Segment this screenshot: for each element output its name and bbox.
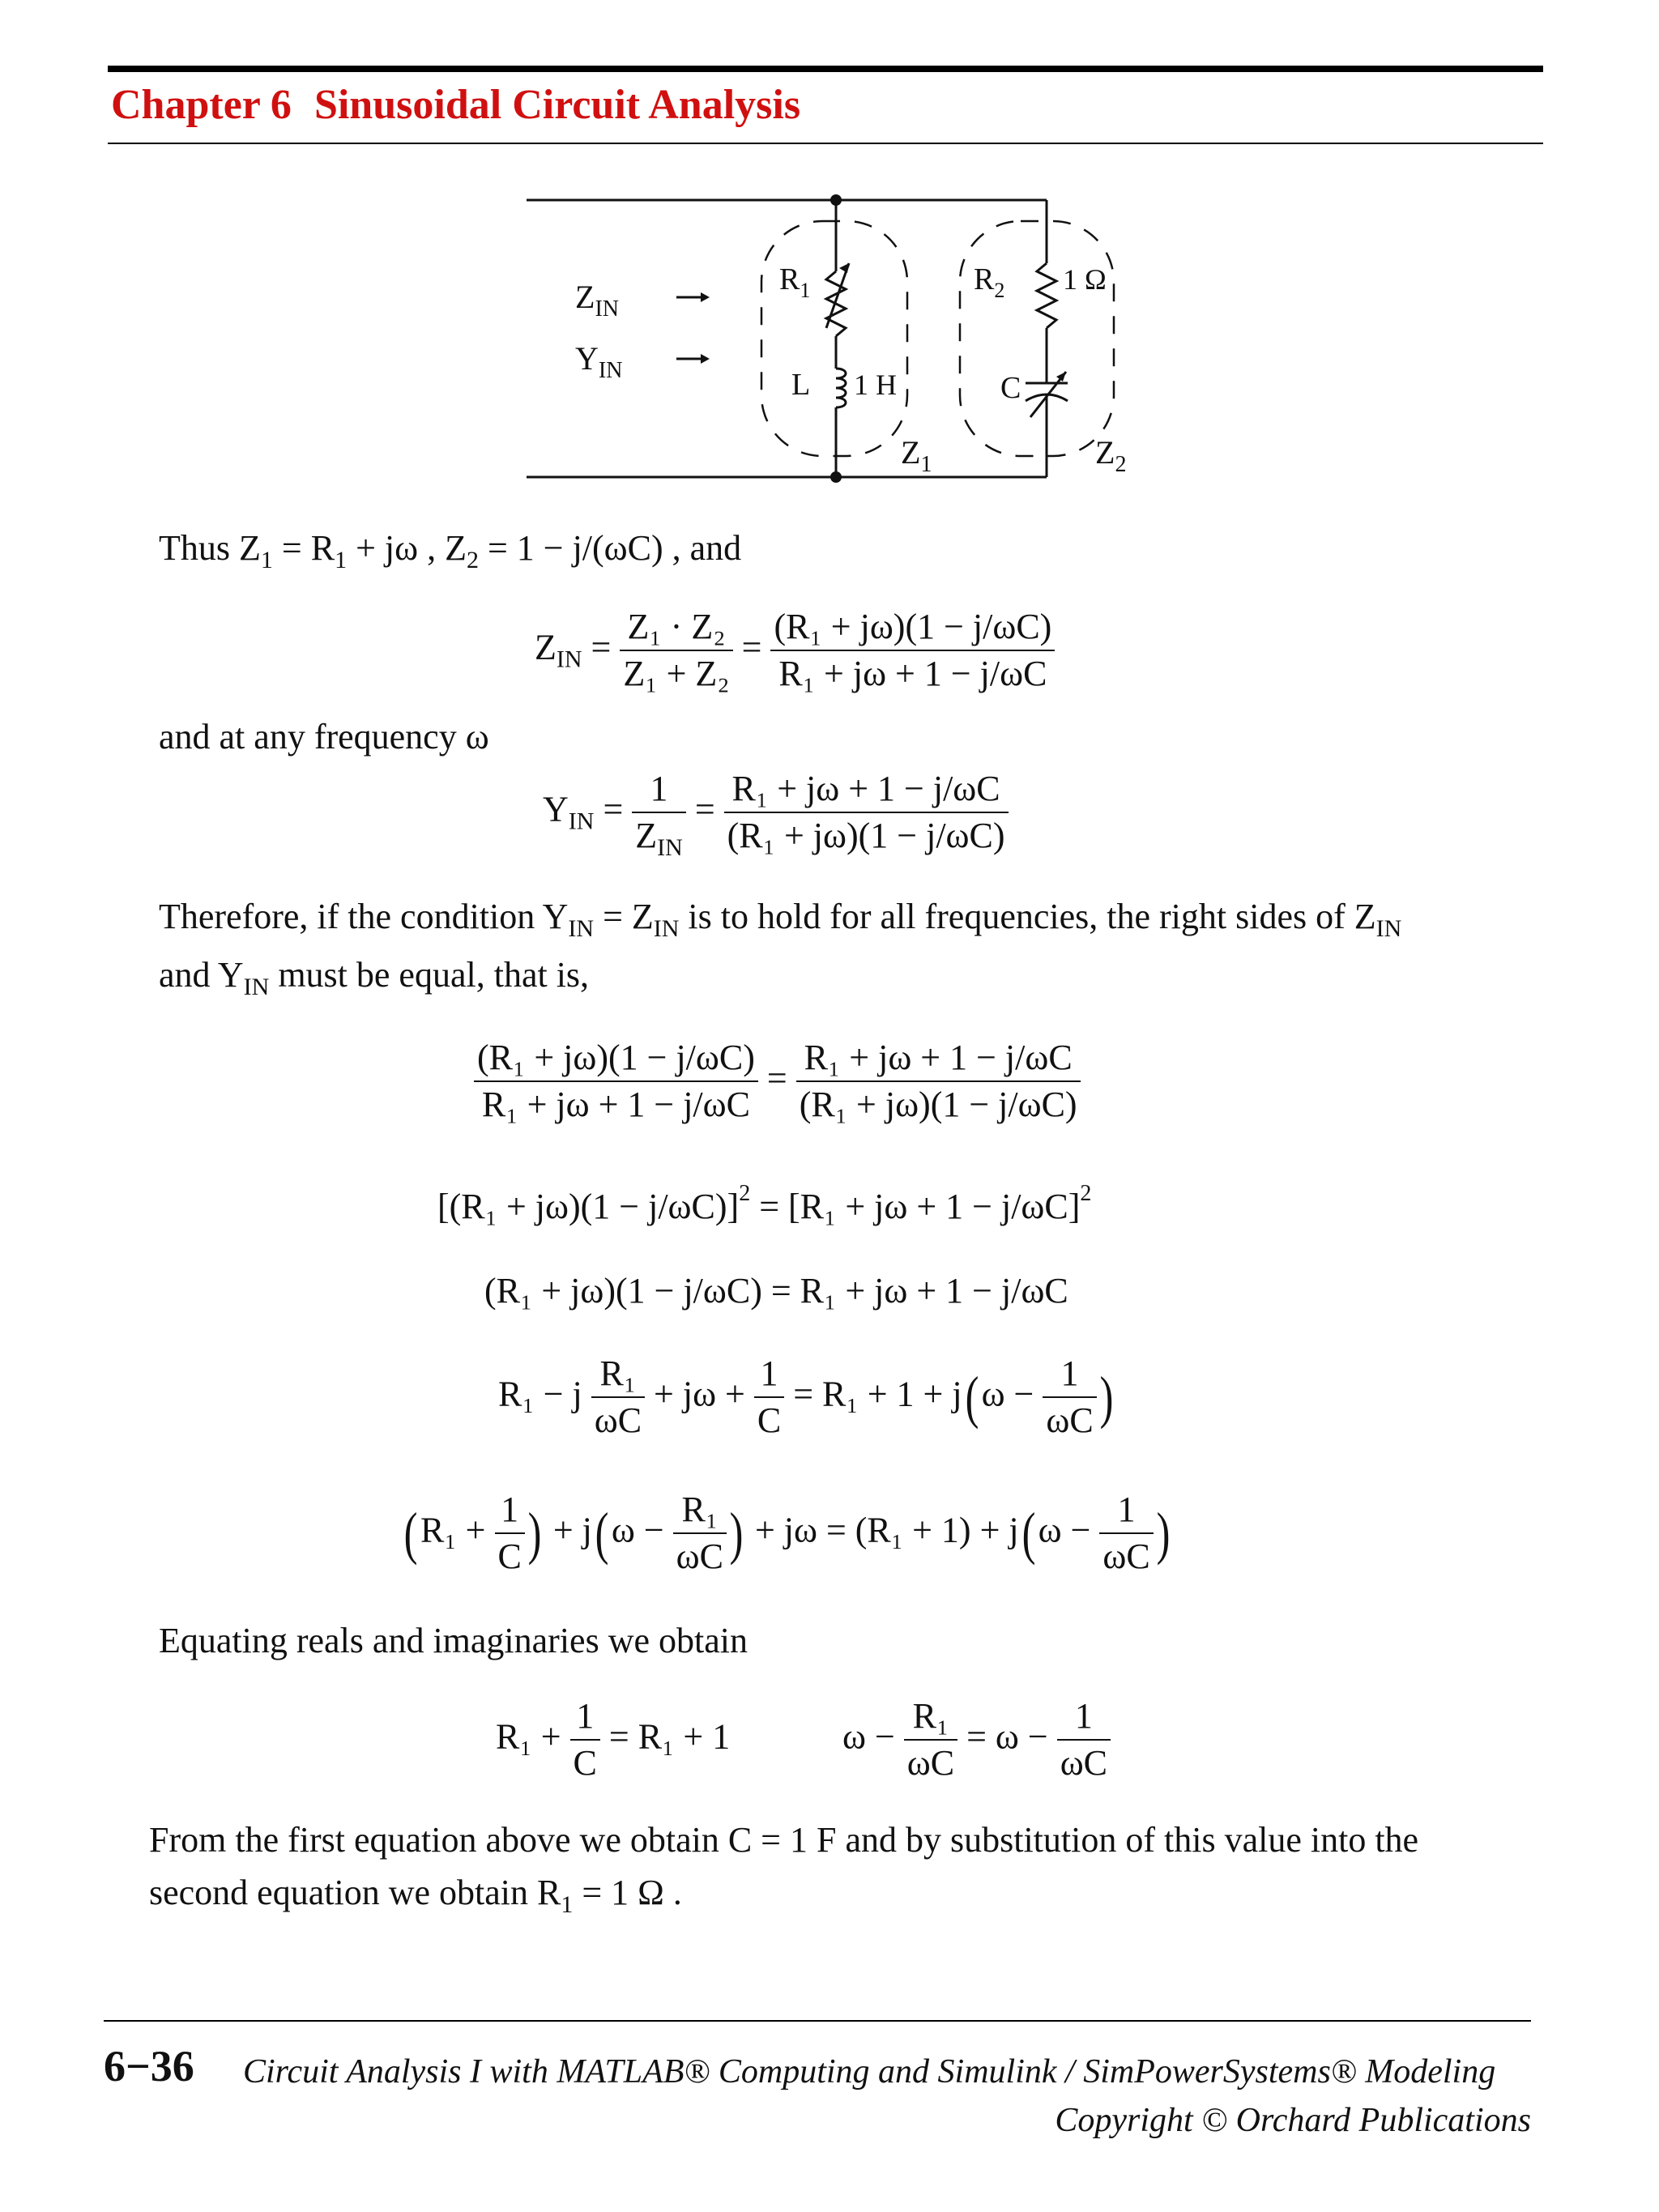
- footer-rule: [104, 2020, 1531, 2022]
- chapter-heading: [111, 81, 800, 129]
- therefore-line-2: and $Y_{IN}$ must be equal, that is,: [159, 955, 590, 1000]
- y-in-label: $Y_{IN}$: [575, 340, 623, 383]
- r1-label: $R_1$: [779, 262, 811, 302]
- l-value: 1 H: [854, 369, 897, 401]
- copyright-notice: Copyright © Orchard Publications: [1055, 2102, 1531, 2139]
- l-label: L: [791, 368, 811, 402]
- page-number: 6−36: [104, 2042, 194, 2091]
- chapter-title: Sinusoidal Circuit Analysis: [313, 82, 801, 128]
- equation-f1: R₁ + $\frac{1}{C}$ = R₁ + 1: [496, 1696, 731, 1784]
- therefore-line-1: Therefore, if the condition $Y_{IN} = Z_{IN}$ is to hold for all frequencies, the right sides of $Z_{IN}$: [159, 897, 1402, 942]
- frequency-line: and at any frequency ω: [159, 717, 489, 757]
- z-in-label: $Z_{IN}$: [575, 279, 619, 322]
- equation-f2: ω − $\frac{\text{R₁}}{\omega C}$ = ω − $\frac{1}{\omega C}$: [842, 1697, 1111, 1784]
- z2-label: $Z_2$: [1095, 434, 1127, 477]
- equation-d: R₁ − j $\frac{\text{R₁}}{\omega C}$ + jω + $\frac{1}{C}$ = R₁ + 1 + j(ω − $\frac{1}{\omega C}$ ): [498, 1353, 1114, 1441]
- equation-b: $[(R_1 + j\omega)(1 - j/\omega C)]^2 = [R_1 + j\omega + 1 - j/\omega C]^2$: [437, 1181, 1092, 1226]
- equation-c: (R₁ + jω)(1 − j/ωC) = R₁ + jω + 1 − j/ωC: [484, 1271, 1068, 1311]
- r2-label: $R_2$: [974, 262, 1005, 302]
- book-title: Circuit Analysis I with MATLAB® Computing and Simulink / SimPowerSystems® Modeling: [243, 2053, 1496, 2091]
- header-top-rule: [108, 66, 1543, 72]
- z1-label: $Z_1$: [901, 434, 932, 477]
- equating-line: Equating reals and imaginaries we obtain: [159, 1621, 748, 1660]
- zin-equation: $Z_{IN}$ = $\frac{\text{Z₁ · Z₂}}{\text{Z₁ + Z₂}}$ = $\frac{\text{(R₁ + jω)(1 − j/ωC)}}{\text{R₁ + jω + 1 − j/ωC}}$: [535, 607, 1055, 694]
- circuit-diagram: [518, 182, 1150, 494]
- from-line-2: second equation we obtain $R_1 = 1$ Ω .: [149, 1873, 682, 1918]
- from-line-1: From the first equation above we obtain C = 1 F and by substitution of this value into the: [149, 1820, 1419, 1860]
- r2-value: 1 Ω: [1063, 263, 1107, 296]
- header-bottom-rule: [108, 143, 1543, 144]
- equation-a: $\frac{\text{(R₁ + jω)(1 − j/ωC)}}{\text{R₁ + jω + 1 − j/ωC}}$ = $\frac{\text{R₁ + jω + 1 − j/ωC}}{\text{(R₁ + jω)(1 − j/ωC)}}$: [474, 1038, 1081, 1125]
- c-label: C: [1000, 371, 1021, 405]
- yin-equation: $Y_{IN}$ = $\frac{1}{Z_{IN}}$ = $\frac{\text{R₁ + jω + 1 − j/ωC}}{\text{(R₁ + jω)(1 − j/ωC)}}$: [543, 769, 1009, 856]
- thus-line: Thus $Z_1 = R_1 + j\omega$ , $Z_2 = 1 - j/(\omega C)$ , and: [159, 528, 742, 573]
- equation-e: (R₁ + $\frac{1}{C}$ ) + j(ω − $\frac{\text{R₁}}{\omega C}$ ) + jω = (R₁ + 1) + j(ω − $\frac{1}{\omega C}$ ): [403, 1490, 1171, 1577]
- chapter-label: Chapter 6: [111, 82, 292, 128]
